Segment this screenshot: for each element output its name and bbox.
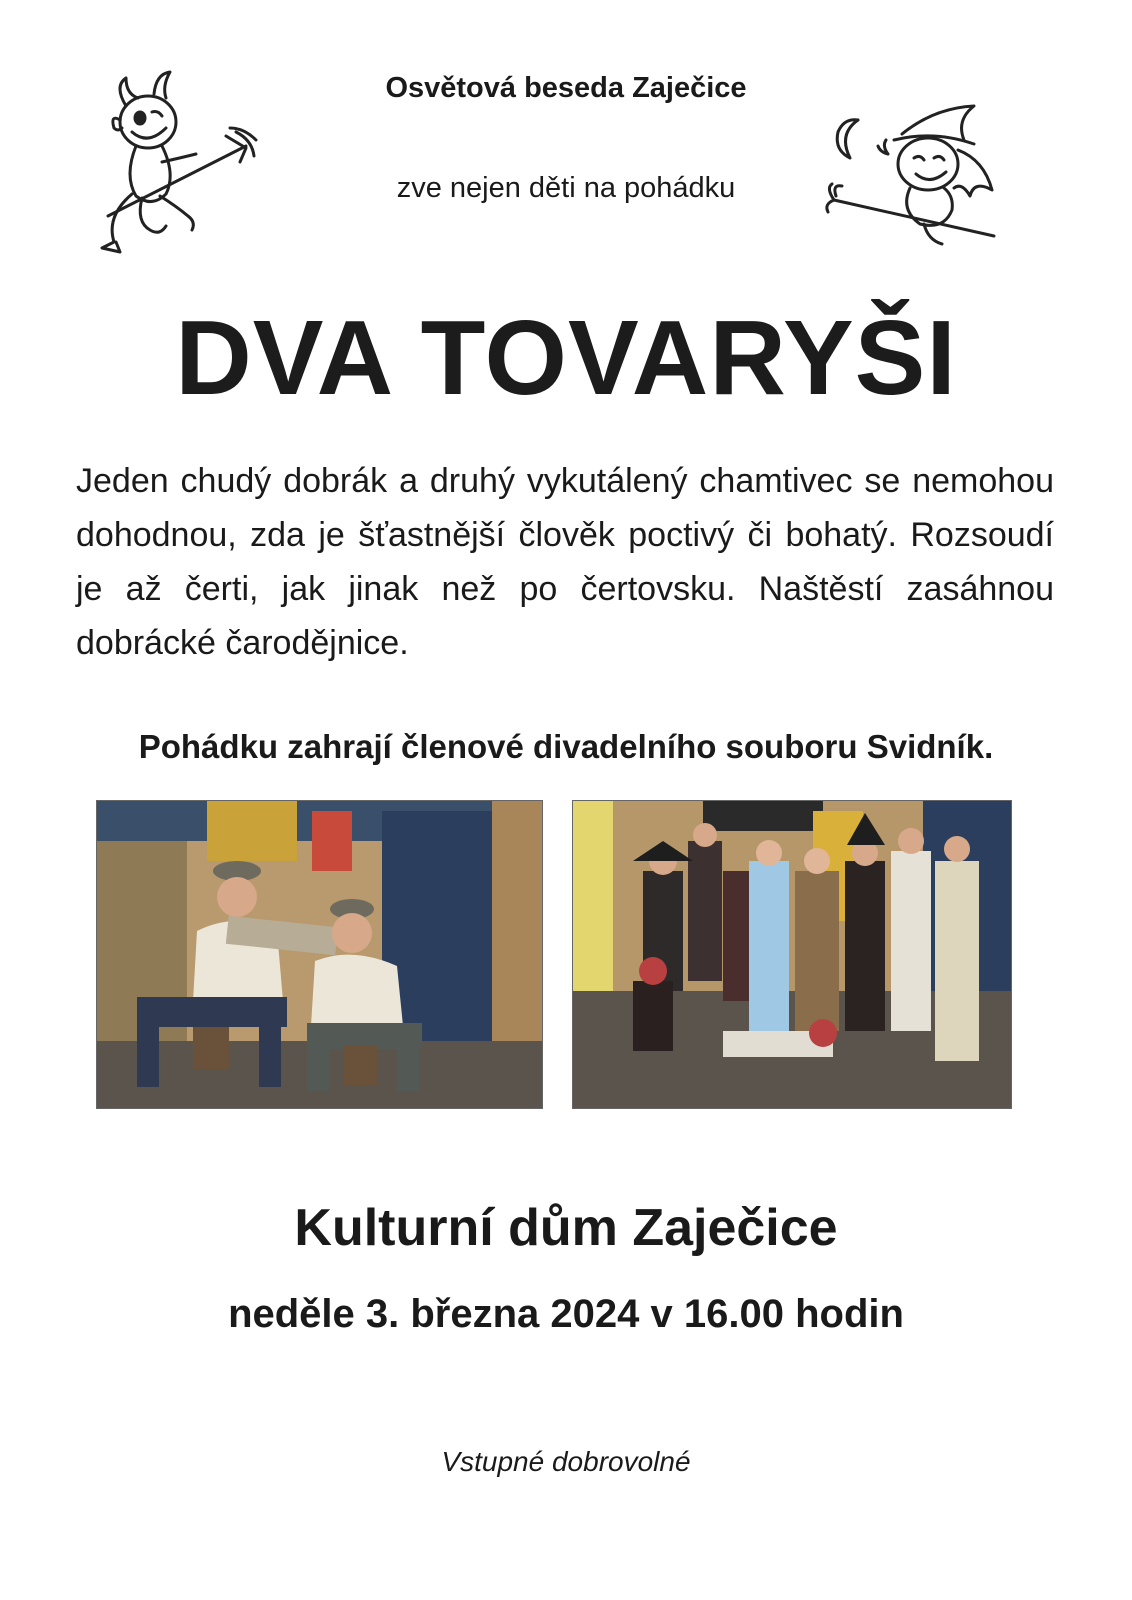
photo-cast-group (572, 800, 1012, 1109)
entry-fee-note: Vstupné dobrovolné (441, 1446, 691, 1477)
cast-line: Pohádku zahrají členové divadelního souboru Svidník. (138, 728, 994, 765)
organizer-name: Osvětová beseda Zaječice (385, 72, 747, 104)
play-title: DVA TOVARYŠI (175, 299, 957, 417)
invitation-line: zve nejen děti na pohádku (396, 172, 736, 204)
play-description: Jeden chudý dobrák a druhý vykutálený chamtivec se nemohou dohodnou, zda je šťastnější člověk poctivý či bohatý. Rozsoudí je až čerti, jak jinak než po čertovsku. Naštěstí zasáhnou dobrácké čarodějnice. (76, 462, 1054, 662)
event-datetime: neděle 3. března 2024 v 16.00 hodin (228, 1292, 904, 1336)
photo-two-actors (96, 800, 543, 1109)
venue-name: Kulturní dům Zaječice (294, 1199, 838, 1257)
